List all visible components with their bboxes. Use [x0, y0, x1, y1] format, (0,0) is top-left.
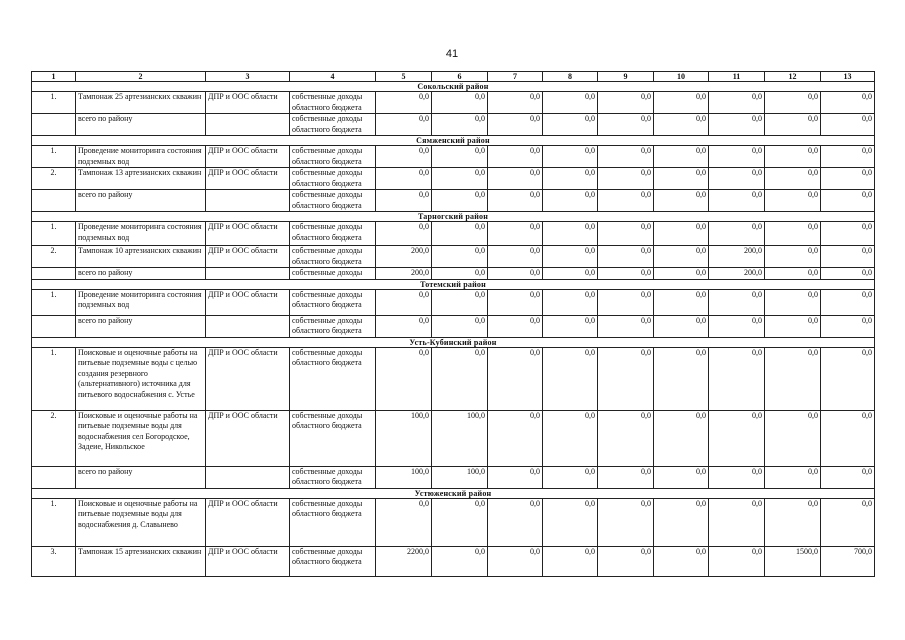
amount-cell: 0,0 [709, 347, 765, 410]
amount-cell: 0,0 [376, 315, 432, 337]
amount-cell: 0,0 [488, 347, 543, 410]
district-row [32, 82, 875, 92]
amount-cell: 2200,0 [376, 546, 432, 576]
funding-source: собственные доходы областного бюджета [290, 92, 376, 114]
table-row [32, 498, 875, 546]
measure-name: всего по району [76, 114, 206, 136]
funding-source: собственные доходы областного бюджета [290, 146, 376, 168]
amount-cell: 100,0 [376, 410, 432, 466]
amount-cell: 0,0 [543, 498, 598, 546]
executor: ДПР и ООС области [206, 498, 290, 546]
amount-cell: 0,0 [598, 315, 654, 337]
row-number: 1. [32, 92, 76, 114]
amount-cell: 0,0 [432, 146, 488, 168]
row-number: 1. [32, 222, 76, 246]
funding-source: собственные доходы областного бюджета [290, 289, 376, 315]
amount-cell: 0,0 [598, 146, 654, 168]
amount-cell: 0,0 [654, 347, 709, 410]
row-number: 2. [32, 246, 76, 268]
row-number [32, 190, 76, 212]
amount-cell: 0,0 [765, 268, 821, 280]
measure-name: Проведение мониторинга состояния подземных вод [76, 289, 206, 315]
amount-cell: 0,0 [488, 498, 543, 546]
amount-cell: 0,0 [543, 466, 598, 488]
amount-cell: 0,0 [654, 246, 709, 268]
amount-cell: 0,0 [709, 546, 765, 576]
row-number: 1. [32, 289, 76, 315]
amount-cell: 200,0 [709, 268, 765, 280]
amount-cell: 0,0 [488, 146, 543, 168]
amount-cell: 0,0 [765, 246, 821, 268]
amount-cell: 0,0 [654, 289, 709, 315]
table-row [32, 246, 875, 268]
amount-cell: 200,0 [376, 268, 432, 280]
amount-cell: 0,0 [765, 190, 821, 212]
amount-cell: 0,0 [654, 146, 709, 168]
amount-cell: 0,0 [543, 222, 598, 246]
amount-cell: 0,0 [488, 546, 543, 576]
amount-cell: 0,0 [765, 146, 821, 168]
executor: ДПР и ООС области [206, 222, 290, 246]
funding-source: собственные доходы областного бюджета [290, 546, 376, 576]
amount-cell: 0,0 [488, 92, 543, 114]
amount-cell: 0,0 [543, 347, 598, 410]
executor: ДПР и ООС области [206, 347, 290, 410]
table-row [32, 268, 875, 280]
amount-cell: 0,0 [709, 466, 765, 488]
amount-cell: 0,0 [598, 268, 654, 280]
amount-cell: 0,0 [598, 289, 654, 315]
amount-cell: 0,0 [598, 190, 654, 212]
amount-cell: 0,0 [488, 466, 543, 488]
amount-cell: 0,0 [598, 246, 654, 268]
amount-cell: 0,0 [709, 190, 765, 212]
funding-source: собственные доходы областного бюджета [290, 246, 376, 268]
executor: ДПР и ООС области [206, 92, 290, 114]
row-number [32, 114, 76, 136]
amount-cell: 1500,0 [765, 546, 821, 576]
row-number: 1. [32, 347, 76, 410]
table-row [32, 114, 875, 136]
district-name: Сокольский район [32, 82, 875, 92]
amount-cell: 0,0 [543, 146, 598, 168]
measure-name: Поисковые и оценочные работы на питьевые подземные воды для водоснабжения д. Славынево [76, 498, 206, 546]
column-header: 2 [76, 72, 206, 82]
amount-cell: 0,0 [765, 315, 821, 337]
amount-cell: 0,0 [376, 146, 432, 168]
amount-cell: 100,0 [432, 410, 488, 466]
district-row [32, 212, 875, 222]
district-name: Тотемский район [32, 279, 875, 289]
funding-source: собственные доходы областного бюджета [290, 315, 376, 337]
amount-cell: 0,0 [654, 114, 709, 136]
amount-cell: 0,0 [821, 222, 875, 246]
column-header: 12 [765, 72, 821, 82]
amount-cell: 0,0 [432, 92, 488, 114]
amount-cell: 0,0 [765, 222, 821, 246]
amount-cell: 0,0 [765, 168, 821, 190]
amount-cell: 0,0 [543, 190, 598, 212]
amount-cell: 0,0 [654, 268, 709, 280]
amount-cell: 0,0 [376, 222, 432, 246]
amount-cell: 0,0 [488, 410, 543, 466]
amount-cell: 0,0 [654, 498, 709, 546]
amount-cell: 0,0 [543, 92, 598, 114]
amount-cell: 0,0 [821, 146, 875, 168]
funding-source: собственные доходы областного бюджета [290, 347, 376, 410]
amount-cell: 0,0 [765, 347, 821, 410]
funding-source: собственные доходы областного бюджета [290, 466, 376, 488]
budget-table [31, 71, 875, 577]
amount-cell: 0,0 [488, 289, 543, 315]
amount-cell: 0,0 [432, 222, 488, 246]
amount-cell: 0,0 [543, 246, 598, 268]
amount-cell: 0,0 [821, 315, 875, 337]
executor: ДПР и ООС области [206, 410, 290, 466]
amount-cell: 0,0 [432, 114, 488, 136]
amount-cell: 0,0 [709, 410, 765, 466]
district-name: Тарногский район [32, 212, 875, 222]
district-row [32, 337, 875, 347]
row-number [32, 315, 76, 337]
amount-cell: 0,0 [543, 410, 598, 466]
row-number: 2. [32, 168, 76, 190]
table-row [32, 190, 875, 212]
amount-cell: 0,0 [543, 168, 598, 190]
amount-cell: 0,0 [709, 315, 765, 337]
funding-source: собственные доходы областного бюджета [290, 410, 376, 466]
table-row [32, 347, 875, 410]
funding-source: собственные доходы областного бюджета [290, 114, 376, 136]
amount-cell: 0,0 [821, 498, 875, 546]
amount-cell: 0,0 [654, 466, 709, 488]
funding-source: собственные доходы областного бюджета [290, 168, 376, 190]
table-row [32, 546, 875, 576]
executor: ДПР и ООС области [206, 289, 290, 315]
amount-cell: 0,0 [654, 546, 709, 576]
amount-cell: 0,0 [765, 498, 821, 546]
amount-cell: 0,0 [598, 498, 654, 546]
table-row [32, 410, 875, 466]
amount-cell: 0,0 [821, 92, 875, 114]
table-row [32, 289, 875, 315]
amount-cell: 0,0 [821, 168, 875, 190]
row-number: 1. [32, 146, 76, 168]
measure-name: Проведение мониторинга состояния подземных вод [76, 222, 206, 246]
amount-cell: 0,0 [709, 498, 765, 546]
column-header: 4 [290, 72, 376, 82]
funding-source: собственные доходы областного бюджета [290, 498, 376, 546]
measure-name: всего по району [76, 268, 206, 280]
executor: ДПР и ООС области [206, 546, 290, 576]
measure-name: всего по району [76, 190, 206, 212]
amount-cell: 0,0 [432, 168, 488, 190]
measure-name: Поисковые и оценочные работы на питьевые подземные воды с целью создания резервного (альтернативного) источника для питьевого водоснабжения с. Устье [76, 347, 206, 410]
amount-cell: 0,0 [543, 268, 598, 280]
executor [206, 190, 290, 212]
measure-name: Проведение мониторинга состояния подземных вод [76, 146, 206, 168]
amount-cell: 0,0 [488, 190, 543, 212]
amount-cell: 0,0 [432, 246, 488, 268]
column-header: 1 [32, 72, 76, 82]
column-header: 6 [432, 72, 488, 82]
amount-cell: 0,0 [654, 410, 709, 466]
amount-cell: 0,0 [432, 190, 488, 212]
amount-cell: 100,0 [376, 466, 432, 488]
amount-cell: 0,0 [376, 289, 432, 315]
page-number: 41 [445, 48, 459, 60]
column-header: 3 [206, 72, 290, 82]
amount-cell: 0,0 [432, 347, 488, 410]
table-row [32, 168, 875, 190]
amount-cell: 0,0 [488, 315, 543, 337]
table-row [32, 315, 875, 337]
measure-name: всего по району [76, 466, 206, 488]
amount-cell: 0,0 [821, 246, 875, 268]
amount-cell: 0,0 [432, 268, 488, 280]
amount-cell: 0,0 [543, 289, 598, 315]
column-header: 5 [376, 72, 432, 82]
amount-cell: 0,0 [598, 92, 654, 114]
measure-name: Тампонаж 10 артезианских скважин [76, 246, 206, 268]
amount-cell: 0,0 [654, 92, 709, 114]
amount-cell: 0,0 [598, 466, 654, 488]
measure-name: Тампонаж 25 артезианских скважин [76, 92, 206, 114]
measure-name: Тампонаж 15 артезианских скважин [76, 546, 206, 576]
amount-cell: 0,0 [376, 498, 432, 546]
district-row [32, 488, 875, 498]
amount-cell: 0,0 [654, 222, 709, 246]
row-number [32, 268, 76, 280]
district-name: Устюженский район [32, 488, 875, 498]
amount-cell: 0,0 [654, 315, 709, 337]
amount-cell: 0,0 [598, 347, 654, 410]
row-number: 3. [32, 546, 76, 576]
amount-cell: 0,0 [598, 222, 654, 246]
amount-cell: 0,0 [765, 289, 821, 315]
amount-cell: 0,0 [598, 114, 654, 136]
amount-cell: 0,0 [488, 268, 543, 280]
measure-name: всего по району [76, 315, 206, 337]
amount-cell: 0,0 [543, 315, 598, 337]
district-name: Сямженский район [32, 136, 875, 146]
district-name: Усть-Кубинский район [32, 337, 875, 347]
table-row [32, 222, 875, 246]
amount-cell: 0,0 [376, 168, 432, 190]
amount-cell: 0,0 [488, 114, 543, 136]
amount-cell: 100,0 [432, 466, 488, 488]
amount-cell: 0,0 [821, 466, 875, 488]
amount-cell: 0,0 [821, 347, 875, 410]
amount-cell: 0,0 [432, 289, 488, 315]
row-number: 2. [32, 410, 76, 466]
amount-cell: 0,0 [709, 289, 765, 315]
amount-cell: 0,0 [709, 92, 765, 114]
amount-cell: 0,0 [765, 92, 821, 114]
amount-cell: 0,0 [654, 168, 709, 190]
amount-cell: 0,0 [821, 190, 875, 212]
funding-source: собственные доходы областного бюджета [290, 222, 376, 246]
executor: ДПР и ООС области [206, 168, 290, 190]
amount-cell: 0,0 [765, 114, 821, 136]
amount-cell: 0,0 [376, 347, 432, 410]
table-row [32, 92, 875, 114]
row-number [32, 466, 76, 488]
column-header: 11 [709, 72, 765, 82]
executor: ДПР и ООС области [206, 146, 290, 168]
amount-cell: 0,0 [432, 315, 488, 337]
amount-cell: 0,0 [709, 222, 765, 246]
district-row [32, 279, 875, 289]
amount-cell: 0,0 [598, 410, 654, 466]
funding-source: собственные доходы областного бюджета [290, 190, 376, 212]
amount-cell: 0,0 [432, 546, 488, 576]
amount-cell: 0,0 [821, 410, 875, 466]
amount-cell: 0,0 [543, 114, 598, 136]
amount-cell: 0,0 [598, 546, 654, 576]
amount-cell: 700,0 [821, 546, 875, 576]
amount-cell: 0,0 [376, 92, 432, 114]
amount-cell: 0,0 [821, 289, 875, 315]
amount-cell: 0,0 [709, 168, 765, 190]
amount-cell: 0,0 [765, 410, 821, 466]
column-number-header [32, 72, 875, 82]
amount-cell: 0,0 [543, 546, 598, 576]
executor [206, 268, 290, 280]
amount-cell: 0,0 [488, 246, 543, 268]
district-row [32, 136, 875, 146]
amount-cell: 0,0 [821, 268, 875, 280]
amount-cell: 0,0 [709, 114, 765, 136]
amount-cell: 200,0 [376, 246, 432, 268]
amount-cell: 0,0 [376, 190, 432, 212]
amount-cell: 0,0 [376, 114, 432, 136]
column-header: 7 [488, 72, 543, 82]
measure-name: Поисковые и оценочные работы на питьевые подземные воды для водоснабжения сел Богородское, Задеие, Никольское [76, 410, 206, 466]
table-row [32, 466, 875, 488]
executor [206, 466, 290, 488]
column-header: 10 [654, 72, 709, 82]
amount-cell: 0,0 [488, 222, 543, 246]
column-header: 9 [598, 72, 654, 82]
measure-name: Тампонаж 13 артезианских скважин [76, 168, 206, 190]
amount-cell: 0,0 [598, 168, 654, 190]
amount-cell: 0,0 [488, 168, 543, 190]
executor [206, 114, 290, 136]
funding-source: собственные доходы [290, 268, 376, 280]
column-header: 8 [543, 72, 598, 82]
table-row [32, 146, 875, 168]
column-header: 13 [821, 72, 875, 82]
amount-cell: 0,0 [654, 190, 709, 212]
amount-cell: 0,0 [765, 466, 821, 488]
amount-cell: 0,0 [709, 146, 765, 168]
executor: ДПР и ООС области [206, 246, 290, 268]
amount-cell: 0,0 [821, 114, 875, 136]
executor [206, 315, 290, 337]
table-body [32, 72, 875, 577]
amount-cell: 0,0 [432, 498, 488, 546]
amount-cell: 200,0 [709, 246, 765, 268]
row-number: 1. [32, 498, 76, 546]
